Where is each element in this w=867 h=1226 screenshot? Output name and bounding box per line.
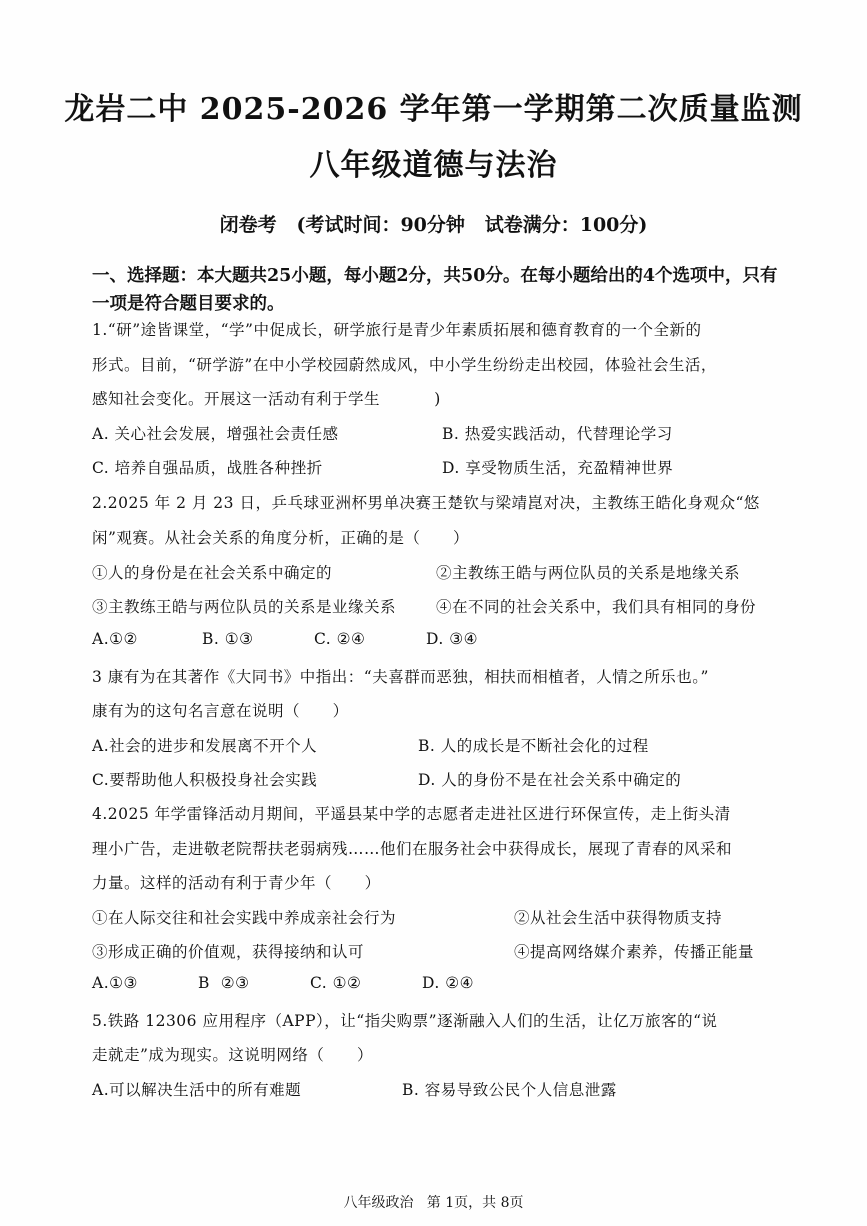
question-4-statement-3: ③形成正确的价值观，获得接纳和认可 [92,943,365,961]
question-5-option-a: A.可以解决生活中的所有难题 [92,1081,302,1099]
question-3-line-2: 康有为的这句名言意在说明（ ） [92,702,349,720]
question-1-option-a: A. 关心社会发展，增强社会责任感 [92,425,339,443]
question-1-line-3: 感知社会变化。开展这一活动有利于学生 ) [92,390,441,408]
question-2-statement-1: ①人的身份是在社会关系中确定的 [92,564,333,582]
question-4-option-a: A.①③ [92,974,138,992]
question-4-statement-2: ②从社会生活中获得物质支持 [514,909,723,927]
section-heading: 一、选择题：本大题共25小题，每小题2分，共50分。在每小题给出的4个选项中，只有一项是符合题目要求的。 [92,266,778,314]
exam-title: 龙岩二中 2025-2026 学年第一学期第二次质量监测 [64,92,803,127]
question-2-line-2: 闲”观赛。从社会关系的角度分析，正确的是（ ） [92,529,469,547]
question-1-option-c: C. 培养自强品质，战胜各种挫折 [92,459,323,477]
question-2-statement-2: ②主教练王皓与两位队员的关系是地缘关系 [436,564,741,582]
question-4-statement-1: ①在人际交往和社会实践中养成亲社会行为 [92,909,397,927]
question-2-statement-3: ③主教练王皓与两位队员的关系是业缘关系 [92,598,397,616]
question-1-option-d: D. 享受物质生活，充盈精神世界 [442,459,674,477]
question-3-option-b: B. 人的成长是不断社会化的过程 [418,737,649,755]
question-2-option-a: A.①② [92,630,138,648]
question-5-option-b: B. 容易导致公民个人信息泄露 [402,1081,617,1099]
question-4-line-3: 力量。这样的活动有利于青少年（ ） [92,874,381,892]
question-2-line-1: 2.2025 年 2 月 23 日，乒乓球亚洲杯男单决赛王楚钦与梁靖崑对决，主教练王皓化身观众“悠 [92,494,760,512]
question-4-option-b: B ②③ [198,974,250,992]
page-footer: 八年级政治 第 1页，共 8页 [343,1195,524,1211]
question-2-option-c: C. ②④ [314,630,366,648]
question-3-line-1: 3 康有为在其著作《大同书》中指出：“夫喜群而恶独，相扶而相植者，人情之所乐也。” [92,668,709,686]
question-4-line-2: 理小广告，走进敬老院帮扶老弱病残……他们在服务社会中获得成长，展现了青春的风采和 [92,840,733,858]
question-4-option-c: C. ①② [310,974,362,992]
question-2-statement-4: ④在不同的社会关系中，我们具有相同的身份 [436,598,757,616]
exam-info: 闭卷考 (考试时间：90分钟 试卷满分：100分) [219,214,648,236]
question-2-option-b: B. ①③ [202,630,254,648]
question-1-option-b: B. 热爱实践活动，代替理论学习 [442,425,673,443]
question-1-line-1: 1.“研”途皆课堂，“学”中促成长，研学旅行是青少年素质拓展和德育教育的一个全新的 [92,321,702,339]
question-1-line-2: 形式。目前，“研学游”在中小学校园蔚然成风，中小学生纷纷走出校园，体验社会生活， [92,356,717,374]
question-5-line-2: 走就走”成为现实。这说明网络（ ） [92,1046,373,1064]
question-3-option-a: A.社会的进步和发展离不开个人 [92,737,318,755]
question-2-option-d: D. ③④ [426,630,479,648]
question-4-statement-4: ④提高网络媒介素养，传播正能量 [514,943,755,961]
question-3-option-c: C.要帮助他人积极投身社会实践 [92,771,318,789]
question-3-option-d: D. 人的身份不是在社会关系中确定的 [418,771,682,789]
question-4-option-d: D. ②④ [422,974,475,992]
question-4-line-1: 4.2025 年学雷锋活动月期间，平遥县某中学的志愿者走进社区进行环保宣传，走上街头清 [92,805,731,823]
question-5-line-1: 5.铁路 12306 应用程序（APP），让“指尖购票”逐渐融入人们的生活，让亿万旅客的“说 [92,1012,718,1030]
exam-subject: 八年级道德与法治 [309,148,558,183]
